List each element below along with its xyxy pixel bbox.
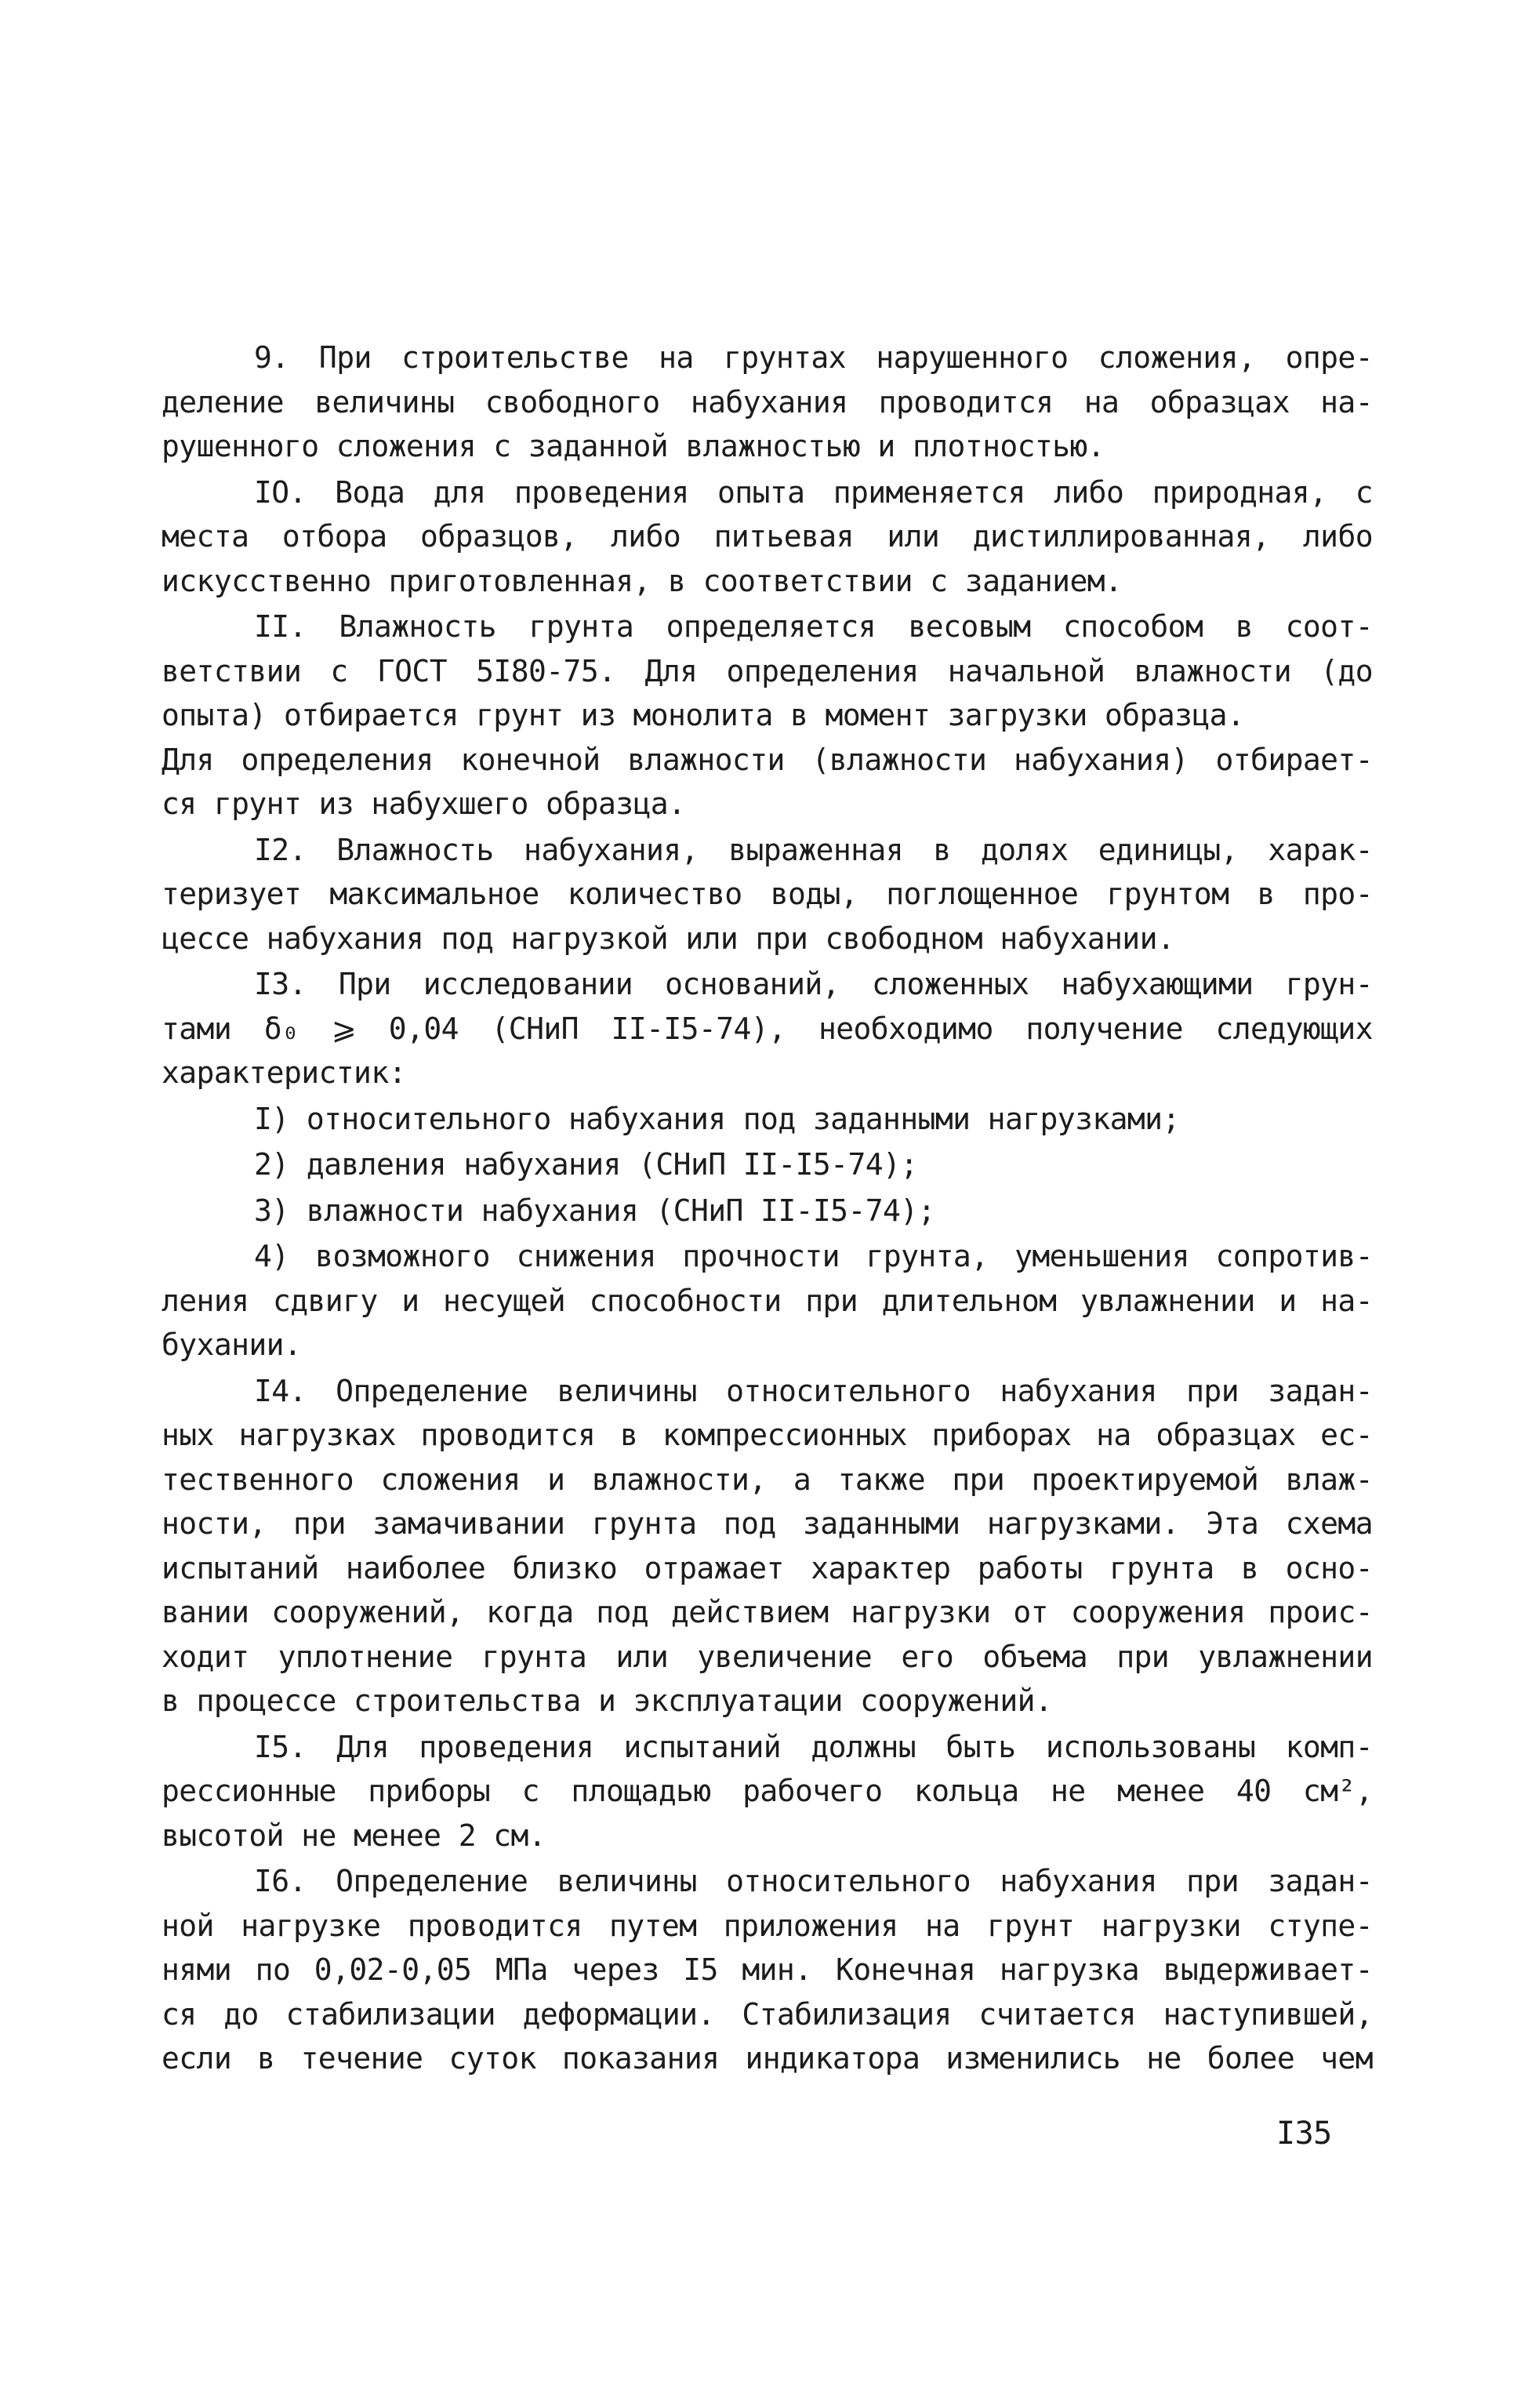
body-text (162, 336, 1373, 2081)
paragraph-15-line-3: высотой не менее 2 см. (162, 1818, 546, 1853)
page-number: I35 (1276, 2116, 1332, 2152)
paragraph-11-line-3: опыта) отбирается грунт из монолита в момент загрузки образца. (162, 698, 1245, 732)
paragraph-14-line-3: тественного сложения и влажности, а также при проектируемой влаж- (162, 1462, 1373, 1497)
paragraph-9-line-1: 9. При строительстве на грунтах нарушенного сложения, опре- (254, 340, 1373, 375)
paragraph-14-line-4: ности, при замачивании грунта под заданными нагрузками. Эта схема (162, 1506, 1373, 1541)
paragraph-9-line-2: деление величины свободного набухания проводится на образцах на- (162, 384, 1373, 419)
paragraph-16-line-1: I6. Определение величины относительного набухания при задан- (254, 1864, 1373, 1898)
paragraph-11-line-2: ветствии с ГОСТ 5I80-75. Для определения начальной влажности (до (162, 653, 1373, 688)
paragraph-13-line-1: I3. При исследовании оснований, сложенных набухающими грун- (254, 967, 1373, 1001)
paragraph-12-line-3: цессе набухания под нагрузкой или при свободном набухании. (162, 921, 1175, 956)
list-item-4-line-1: 4) возможного снижения прочности грунта, уменьшения сопротив- (254, 1239, 1373, 1273)
paragraph-15-line-2: рессионные приборы с площадью рабочего кольца не менее 40 см², (162, 1774, 1373, 1808)
paragraph-10-line-2: места отбора образцов, либо питьевая или дистиллированная, либо (162, 519, 1373, 554)
paragraph-13-line-3: характеристик: (162, 1055, 406, 1090)
paragraph-16-line-2: ной нагрузке проводится путем приложения на грунт нагрузки ступе- (162, 1908, 1373, 1943)
paragraph-16-line-3: нями по 0,02-0,05 МПа через I5 мин. Конечная нагрузка выдерживает- (162, 1952, 1373, 1987)
paragraph-16-line-4: ся до стабилизации деформации. Стабилизация считается наступившей, (162, 1996, 1373, 2032)
paragraph-14-line-7: ходит уплотнение грунта или увеличение его объема при увлажнении (162, 1639, 1373, 1674)
paragraph-14-line-2: ных нагрузках проводится в компрессионных приборах на образцах ес- (162, 1418, 1373, 1452)
paragraph-12-line-1: I2. Влажность набухания, выраженная в долях единицы, харак- (254, 832, 1373, 867)
paragraph-14-line-6: вании сооружений, когда под действием нагрузки от сооружения проис- (162, 1595, 1373, 1629)
list-item-2: 2) давления набухания (СНиП II-I5-74); (254, 1147, 918, 1182)
list-item-4-line-2: ления сдвигу и несущей способности при длительном увлажнении и на- (162, 1283, 1373, 1318)
paragraph-11-line-4: Для определения конечной влажности (влажности набухания) отбирает- (162, 742, 1373, 777)
paragraph-11-line-1: II. Влажность грунта определяется весовым способом в соот- (254, 609, 1373, 644)
list-item-1: I) относительного набухания под заданными нагрузками; (254, 1101, 1180, 1136)
list-item-4-line-3: бухании. (162, 1327, 302, 1362)
paragraph-13-line-2: тами δ₀ ⩾ 0,04 (СНиП II-I5-74), необходимо получение следующих (162, 1011, 1373, 1046)
paragraph-9-line-3: рушенного сложения с заданной влажностью и плотностью. (162, 429, 1105, 463)
paragraph-14-line-8: в процессе строительства и эксплуатации сооружений. (162, 1683, 1053, 1718)
paragraph-16-line-5: если в течение суток показания индикатора изменились не более чем (162, 2041, 1373, 2076)
paragraph-12-line-2: теризует максимальное количество воды, поглощенное грунтом в про- (162, 877, 1373, 911)
list-item-3: 3) влажности набухания (СНиП II-I5-74); (254, 1193, 935, 1228)
paragraph-15-line-1: I5. Для проведения испытаний должны быть использованы комп- (254, 1729, 1373, 1764)
paragraph-14-line-1: I4. Определение величины относительного набухания при задан- (254, 1373, 1373, 1408)
paragraph-14-line-5: испытаний наиболее близко отражает характер работы грунта в осно- (162, 1550, 1373, 1585)
paragraph-10-line-1: IO. Вода для проведения опыта применяется либо природная, с (254, 474, 1373, 510)
paragraph-10-line-3: искусственно приготовленная, в соответствии с заданием. (162, 563, 1123, 598)
paragraph-11-line-5: ся грунт из набухшего образца. (162, 786, 686, 821)
